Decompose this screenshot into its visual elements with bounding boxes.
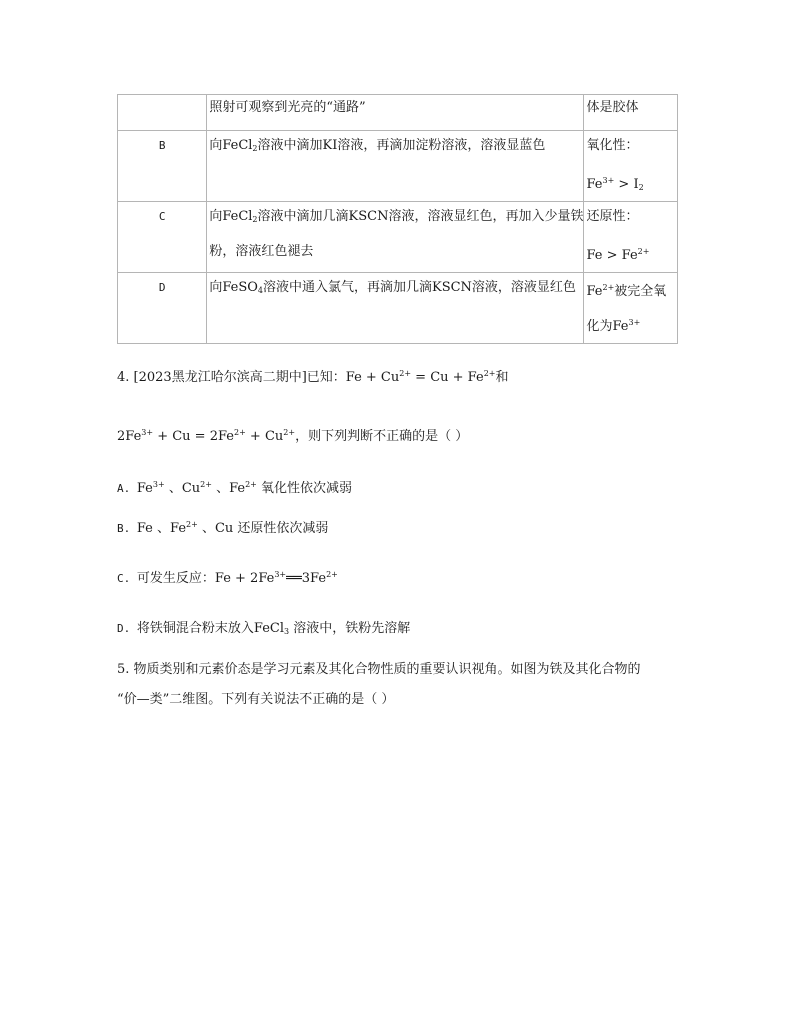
experiment-table [117,94,678,344]
row-label-cell: C [118,202,207,273]
option-a: A. $Fe^{3+}$ 、$Cu^{2+}$ 、$Fe^{2+}$ 氧化性依次减弱 [117,480,353,496]
operation-cell: 向FeCl$_2$溶液中滴加KI溶液，再滴加淀粉溶液，溶液显蓝色 [207,131,584,202]
conclusion-cell: 还原性： $Fe > Fe^{2+}$ [584,202,678,273]
row-label-cell: B [118,131,207,202]
table-row [118,95,678,131]
option-b: B. Fe 、$Fe^{2+}$ 、Cu 还原性依次减弱 [117,520,329,536]
question-5-line1: 5. 物质类别和元素价态是学习元素及其化合物性质的重要认识视角。如图为铁及其化合物的 [117,662,641,677]
option-c: C. 可发生反应：$Fe + 2Fe^{3+}══3Fe^{2+}$ [117,570,338,586]
conclusion-cell: 氧化性： $Fe^{3+} > I_2$ [584,131,678,202]
table-row [118,273,678,344]
operation-cell: 向FeCl$_2$溶液中滴加几滴KSCN溶液，溶液显红色，再加入少量铁 粉，溶液红色褪去 [207,202,584,273]
table-row [118,202,678,273]
question-4-stem-line1: 4. [2023黑龙江哈尔滨高二期中]已知：$Fe + Cu^{2+} = Cu + Fe^{2+}$和 [117,369,509,385]
table-row [118,131,678,202]
operation-cell: 向FeSO$_4$溶液中通入氯气，再滴加几滴KSCN溶液，溶液显红色 [207,273,584,344]
operation-cell: 照射可观察到光亮的“通路” [207,95,584,131]
conclusion-cell: 体是胶体 [584,95,678,131]
conclusion-cell: $Fe^{2+}$被完全氧 化为$Fe^{3+}$ [584,273,678,344]
row-label-cell [118,95,207,131]
row-label-cell: D [118,273,207,344]
question-4-stem-line2: $2Fe^{3+} + Cu = 2Fe^{2+} + Cu^{2+}$，则下列判断不正确的是（ ） [117,428,469,444]
option-d: D. 将铁铜混合粉末放入FeCl$_3$ 溶液中，铁粉先溶解 [117,621,411,636]
question-5-line2: “价—类”二维图。下列有关说法不正确的是（ ） [117,692,395,707]
